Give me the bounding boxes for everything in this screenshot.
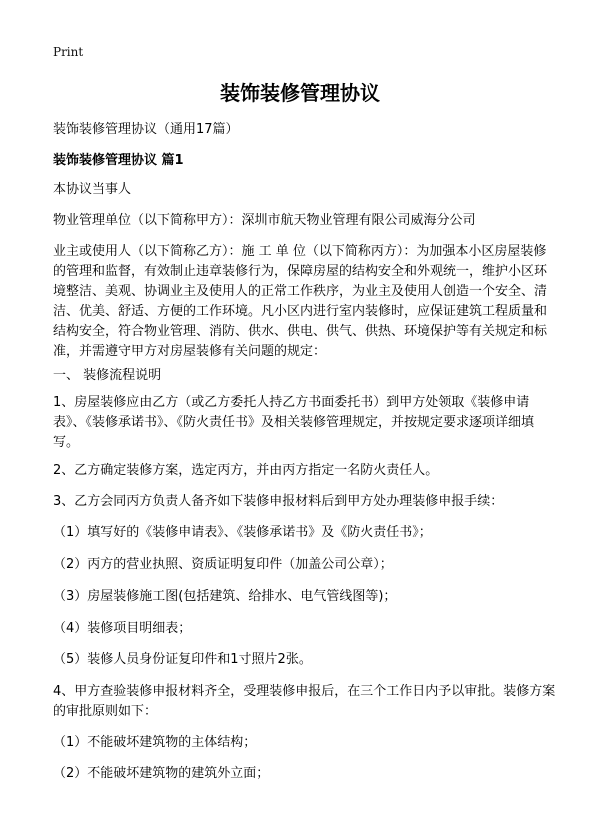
document-subtitle: 装饰装修管理协议（通用17篇） bbox=[53, 122, 239, 137]
principle-item-2: （2）不能破坏建筑物的建筑外立面； bbox=[53, 766, 270, 781]
principle-item-1: （1）不能破坏建筑物的主体结构； bbox=[53, 735, 257, 750]
list-item-3: （3）房屋装修施工图(包括建筑、给排水、电气管线图等)； bbox=[53, 589, 397, 604]
paragraph-step-4: 4、甲方查验装修申报材料齐全，受理装修申报后，在三个工作日内予以审批。装修方案的审批原则如下： bbox=[53, 684, 556, 719]
paragraph-step-1: 1、房屋装修应由乙方（或乙方委托人持乙方书面委托书）到甲方处领取《装修申请表》、《装修承诺书》、《防火责任书》及相关装修管理规定，并按规定要求逐项详细填写。 bbox=[53, 395, 535, 450]
paragraph-step-2: 2、乙方确定装修方案，选定丙方，并由丙方指定一名防火责任人。 bbox=[53, 463, 439, 478]
paragraph-parties-intro: 本协议当事人 bbox=[53, 182, 132, 197]
paragraph-party-a: 物业管理单位（以下简称甲方）：深圳市航天物业管理有限公司威海分公司 bbox=[53, 213, 476, 228]
list-item-1: （1）填写好的《装修申请表》、《装修承诺书》及《防火责任书》； bbox=[53, 525, 432, 540]
paragraph-step-3: 3、乙方会同丙方负责人备齐如下装修申报材料后到甲方处办理装修申报手续： bbox=[53, 494, 504, 509]
page-title: 装饰装修管理协议 bbox=[220, 81, 380, 105]
list-item-2: （2）丙方的营业执照、资质证明复印件（加盖公司公章）； bbox=[53, 557, 393, 572]
list-item-4: （4）装修项目明细表； bbox=[53, 621, 192, 636]
section-one-heading: 一、 装修流程说明 bbox=[53, 368, 162, 383]
paragraph-party-b-purpose: 业主或使用人（以下简称乙方）：施 工 单 位（以下简称丙方）：为加强本小区房屋装修的管理和监督，有效制止违章装修行为，保障房屋的结构安全和外观统一，维护小区环境整洁、美观、协调业主及使用人的正常工作秩序，为业主及使用人创造一个安全、清洁、优美、舒适、方便的工作环境。凡小区内进行室内装修时，应保证建筑工程质量和结构安全，符合物业管理、消防、供水、供电、供气、供热、环境保护等有关规定和标准，并需遵守甲方对房屋装修有关问题的规定： bbox=[53, 244, 548, 359]
section-heading: 装饰装修管理协议 篇1 bbox=[53, 153, 184, 168]
list-item-5: （5）装修人员身份证复印件和1寸照片2张。 bbox=[53, 652, 312, 667]
print-link[interactable]: Print bbox=[53, 45, 84, 59]
